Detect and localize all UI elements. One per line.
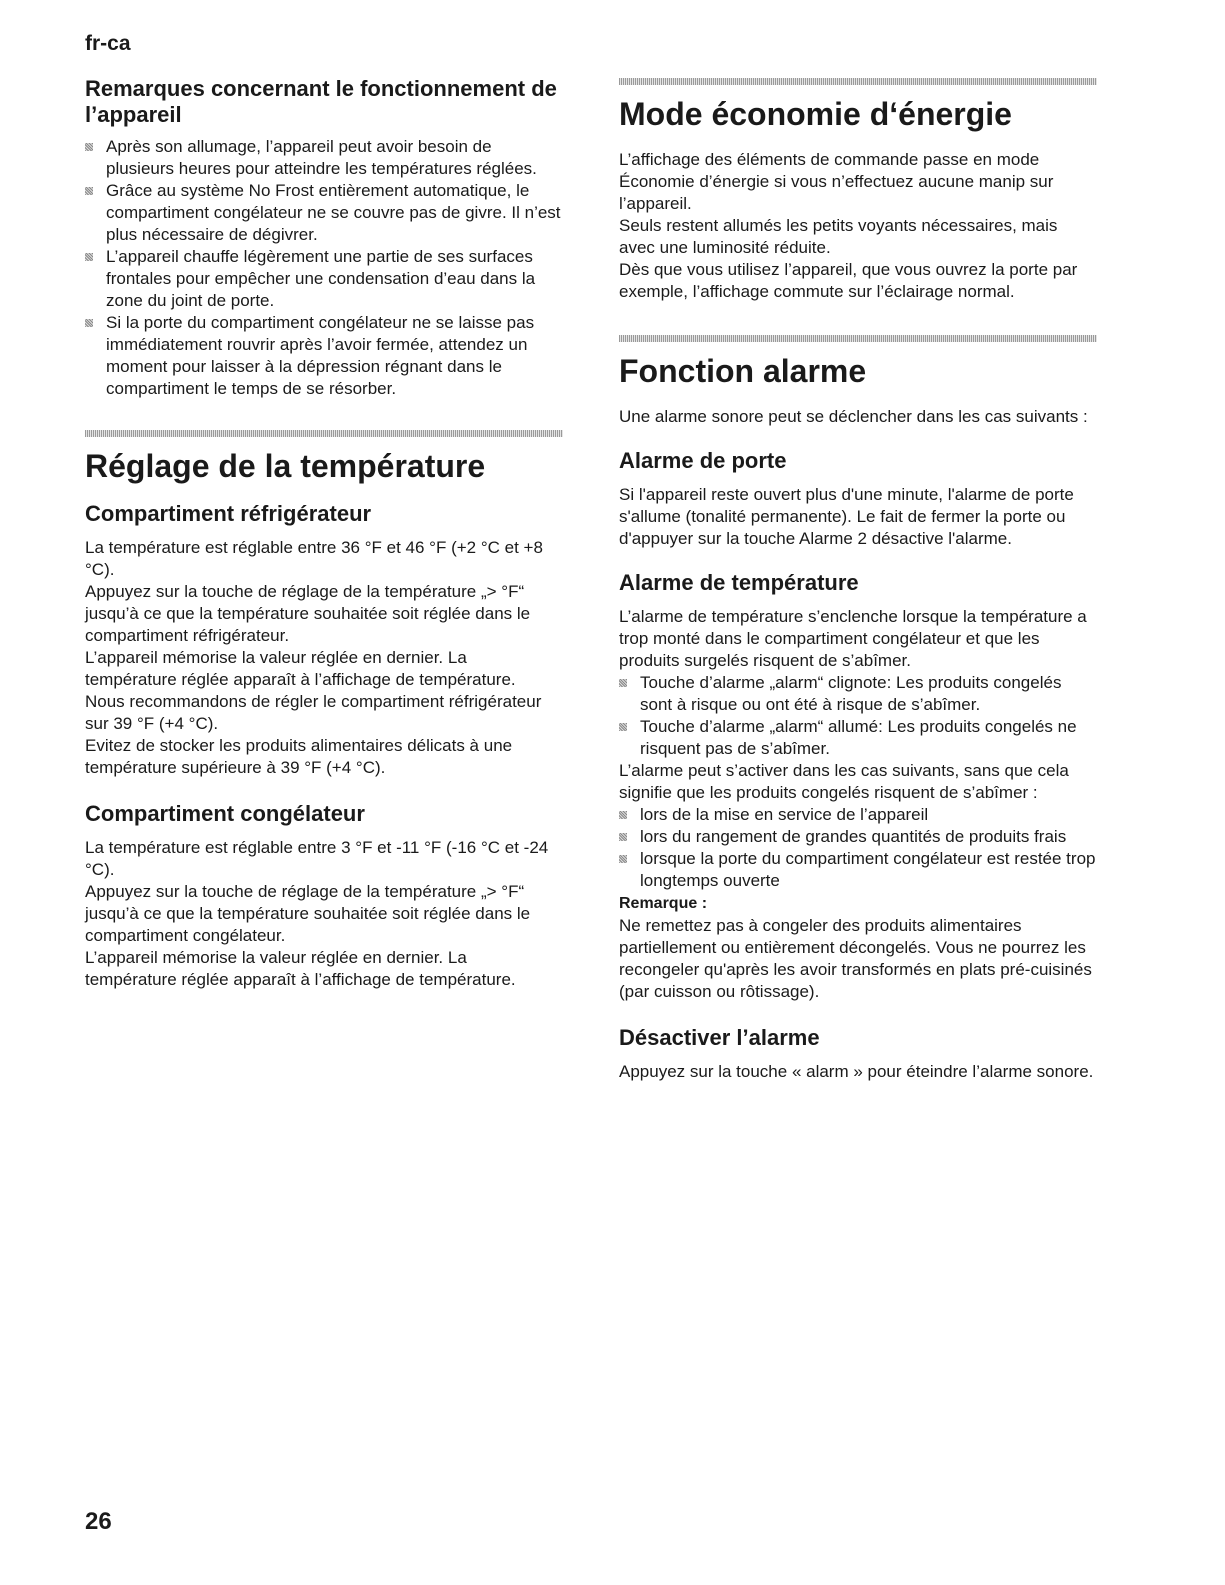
door-alarm-heading: Alarme de porte xyxy=(619,448,787,473)
square-bullet-icon xyxy=(619,723,627,731)
square-bullet-icon xyxy=(85,143,93,151)
list-item xyxy=(619,716,1097,760)
list-item xyxy=(85,312,563,400)
list-item xyxy=(619,804,1097,826)
energy-paragraph: Seuls restent allumés les petits voyants nécessaires, mais avec une luminosité réduite. xyxy=(619,216,1058,257)
square-bullet-icon xyxy=(619,679,627,687)
door-alarm-text: Si l'appareil reste ouvert plus d'une minute, l'alarme de porte s'allume (tonalité permanente). Le fait de fermer la porte ou d'appuyer sur la touche Alarme 2 désactive l'alarme. xyxy=(619,485,1074,548)
list-item xyxy=(619,826,1097,848)
list-item-text: lors de la mise en service de l’appareil xyxy=(640,805,929,824)
alarm-section-title: Fonction alarme xyxy=(619,353,867,389)
square-bullet-icon xyxy=(619,833,627,841)
note-text: Ne remettez pas à congeler des produits alimentaires partiellement ou entièrement décongelés. Vous ne pourrez les recongeler qu'après les avoir transformés en plats pré-cuisinés (par cuisson ou rôtissage). xyxy=(619,916,1092,1001)
freezer-paragraph: Appuyez sur la touche de réglage de la température „> °F“ jusqu’à ce que la température souhaitée soit réglée dans le compartiment congélateur. xyxy=(85,882,531,945)
remarks-heading: Remarques concernant le fonctionnement de l’appareil xyxy=(85,76,557,127)
alarm-cases-list xyxy=(619,804,1097,892)
energy-paragraph: L’affichage des éléments de commande passe en mode Économie d’énergie si vous n’effectuez aucune manip sur l’appareil. xyxy=(619,150,1054,213)
fridge-paragraph: L’appareil mémorise la valeur réglée en dernier. La température réglée apparaît à l’affichage de température. xyxy=(85,648,516,689)
fridge-paragraph: Appuyez sur la touche de réglage de la température „> °F“ jusqu’à ce que la température souhaitée soit réglée dans le compartiment réfrigérateur. xyxy=(85,582,531,645)
alarm-status-list xyxy=(619,672,1097,760)
list-item-text: Touche d’alarme „alarm“ allumé: Les produits congelés ne risquent pas de s’abîmer. xyxy=(640,717,1077,758)
left-column xyxy=(85,76,563,991)
list-item xyxy=(85,180,563,246)
square-bullet-icon xyxy=(619,811,627,819)
list-item-text: Après son allumage, l’appareil peut avoir besoin de plusieurs heures pour atteindre les températures réglées. xyxy=(106,137,537,178)
freezer-heading: Compartiment congélateur xyxy=(85,801,365,826)
square-bullet-icon xyxy=(85,253,93,261)
list-item-text: L’appareil chauffe légèrement une partie de ses surfaces frontales pour empêcher une condensation d’eau dans la zone du joint de porte. xyxy=(106,247,536,310)
energy-section-title: Mode économie d‘énergie xyxy=(619,96,1012,132)
fridge-heading: Compartiment réfrigérateur xyxy=(85,501,372,526)
fridge-paragraph: La température est réglable entre 36 °F et 46 °F (+2 °C et +8 °C). xyxy=(85,538,543,579)
temp-section-title: Réglage de la température xyxy=(85,448,486,484)
list-item-text: Si la porte du compartiment congélateur ne se laisse pas immédiatement rouvrir après l’avoir fermée, attendez un moment pour laisser à la dépression régnant dans le compartiment le temps de se résorber. xyxy=(106,313,535,398)
language-code: fr-ca xyxy=(85,32,131,55)
square-bullet-icon xyxy=(85,319,93,327)
freezer-paragraph: L’appareil mémorise la valeur réglée en dernier. La température réglée apparaît à l’affichage de température. xyxy=(85,948,516,989)
alarm-intro: Une alarme sonore peut se déclencher dans les cas suivants : xyxy=(619,407,1088,426)
fridge-paragraph: Nous recommandons de régler le compartiment réfrigérateur sur 39 °F (+4 °C). xyxy=(85,692,542,733)
remarks-list xyxy=(85,136,563,400)
alarm-off-heading: Désactiver l’alarme xyxy=(619,1025,820,1050)
right-column xyxy=(619,78,1097,1083)
list-item xyxy=(619,848,1097,892)
section-divider xyxy=(619,335,1097,342)
freezer-paragraph: La température est réglable entre 3 °F et -11 °F (-16 °C et -24 °C). xyxy=(85,838,549,879)
square-bullet-icon xyxy=(619,855,627,863)
list-item xyxy=(85,246,563,312)
section-divider xyxy=(619,78,1097,85)
fridge-paragraph: Evitez de stocker les produits alimentaires délicats à une température supérieure à 39 °F (+4 °C). xyxy=(85,736,513,777)
list-item-text: lors du rangement de grandes quantités de produits frais xyxy=(640,827,1067,846)
energy-paragraph: Dès que vous utilisez l’appareil, que vous ouvrez la porte par exemple, l’affichage commute sur l’éclairage normal. xyxy=(619,260,1078,301)
list-item xyxy=(85,136,563,180)
alarm-cases-intro: L’alarme peut s’activer dans les cas suivants, sans que cela signifie que les produits congelés risquent de s’abîmer : xyxy=(619,761,1069,802)
temp-alarm-intro: L’alarme de température s’enclenche lorsque la température a trop monté dans le compartiment congélateur et que les produits surgelés risquent de s’abîmer. xyxy=(619,607,1087,670)
note-label: Remarque : xyxy=(619,895,708,912)
alarm-off-text: Appuyez sur la touche « alarm » pour éteindre l’alarme sonore. xyxy=(619,1062,1094,1081)
list-item xyxy=(619,672,1097,716)
square-bullet-icon xyxy=(85,187,93,195)
section-divider xyxy=(85,430,563,437)
temp-alarm-heading: Alarme de température xyxy=(619,570,859,595)
list-item-text: Grâce au système No Frost entièrement automatique, le compartiment congélateur ne se couvre pas de givre. Il n’est plus nécessaire de dégivrer. xyxy=(106,181,561,244)
list-item-text: lorsque la porte du compartiment congélateur est restée trop longtemps ouverte xyxy=(640,849,1096,890)
page-number: 26 xyxy=(85,1508,112,1535)
list-item-text: Touche d’alarme „alarm“ clignote: Les produits congelés sont à risque ou ont été à risque de s’abîmer. xyxy=(640,673,1062,714)
